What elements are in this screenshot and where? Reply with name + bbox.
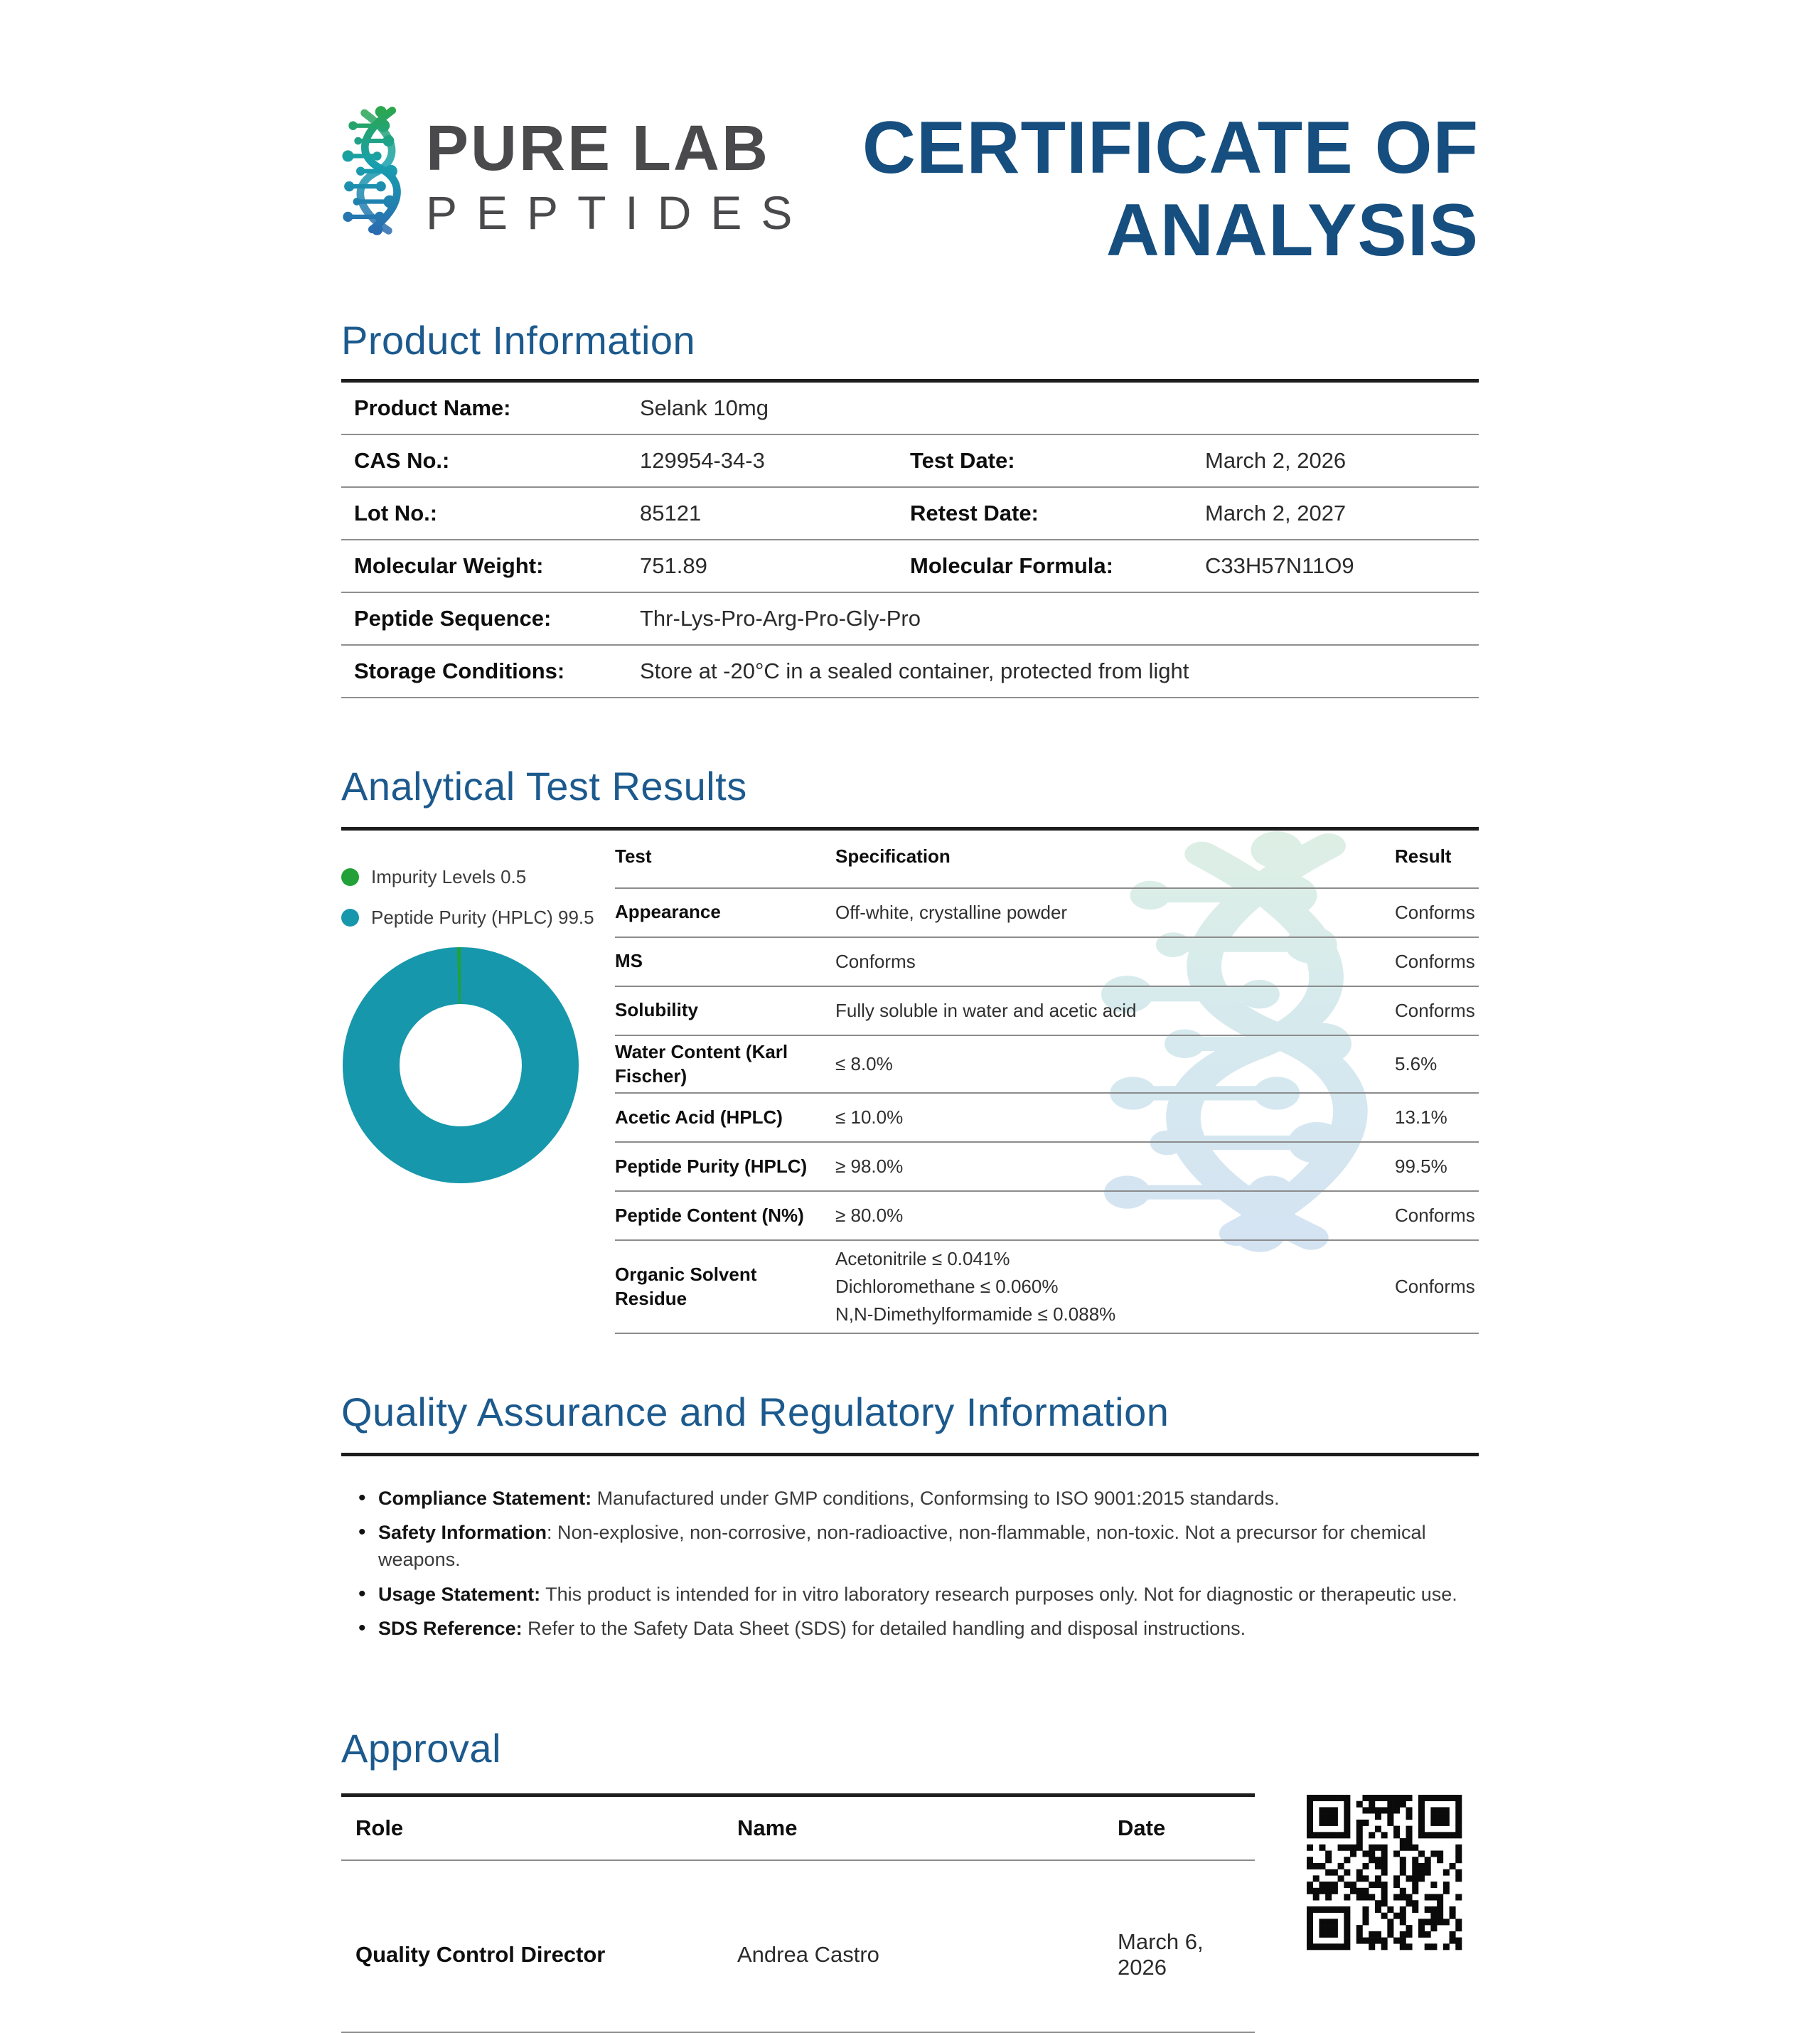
qa-bullet-list: [341, 1485, 1479, 1643]
test-table-row: [615, 1241, 1479, 1334]
brand-name: [426, 107, 812, 239]
test-name: MS: [615, 950, 643, 972]
test-specification-line: N,N-Dimethylformamide ≤ 0.088%: [835, 1303, 1116, 1325]
test-result: Conforms: [1395, 1276, 1475, 1298]
test-specification: [835, 997, 1395, 1025]
legend-label: Peptide Purity (HPLC) 99.5: [371, 906, 594, 928]
product-field-label: Product Name:: [354, 395, 511, 421]
test-name: Acetic Acid (HPLC): [615, 1106, 783, 1128]
analytical-results-section: [341, 764, 1479, 1334]
qa-bullet-label: Safety Information: [378, 1522, 547, 1544]
test-table-row: [615, 1143, 1479, 1192]
test-table-header-row: [615, 831, 1479, 889]
product-information-title: Product Information: [341, 317, 696, 363]
test-results-panel: [615, 831, 1479, 1335]
test-table-row: [615, 987, 1479, 1036]
test-specification: [835, 899, 1395, 927]
test-table-row: [615, 938, 1479, 987]
test-result: 5.6%: [1395, 1053, 1438, 1075]
product-field-value: 129954-34-3: [640, 448, 765, 474]
chart-legend: [341, 866, 615, 929]
test-specification-line: ≥ 98.0%: [835, 1156, 904, 1178]
product-field-value: 85121: [640, 501, 702, 526]
dna-helix-icon: [341, 107, 412, 233]
test-result: 13.1%: [1395, 1106, 1447, 1128]
analytical-body: [341, 831, 1479, 1335]
qa-bullet-label: Compliance Statement:: [378, 1487, 592, 1509]
test-table-row: [615, 1192, 1479, 1241]
test-table-row: [615, 889, 1479, 938]
product-table-row: [341, 488, 1479, 540]
test-name: Appearance: [615, 901, 721, 923]
approval-header-row: [341, 1797, 1255, 1861]
product-field-value: March 2, 2026: [1205, 448, 1347, 474]
approval-header: Role: [355, 1815, 404, 1840]
test-results-table: [615, 831, 1479, 1335]
qa-bullet: • Usage Statement: This product is intended for in vitro laboratory research purposes only. Not for diagnostic or therapeutic use.: [341, 1581, 1479, 1608]
test-specification-line: ≥ 80.0%: [835, 1205, 904, 1227]
document-title: [862, 107, 1479, 272]
analytical-results-title: Analytical Test Results: [341, 764, 747, 809]
test-table-header: Test: [615, 845, 652, 868]
product-field-label: Molecular Weight:: [354, 553, 544, 579]
test-specification-line: ≤ 10.0%: [835, 1106, 904, 1128]
test-specification-line: Off-white, crystalline powder: [835, 901, 1068, 923]
approver-name: Andrea Castro: [737, 1941, 879, 1967]
product-field-value: Thr-Lys-Pro-Arg-Pro-Gly-Pro: [640, 606, 921, 631]
approval-date: March 6, 2026: [1118, 1928, 1204, 1980]
product-field-value: March 2, 2027: [1205, 501, 1347, 526]
product-field-label: CAS No.:: [354, 448, 450, 474]
legend-item: [341, 866, 615, 888]
test-specification: [835, 1153, 1395, 1180]
approval-data-row: [341, 1861, 1255, 2033]
test-name: Peptide Content (N%): [615, 1204, 804, 1226]
legend-item: [341, 907, 615, 929]
legend-label: Impurity Levels 0.5: [371, 865, 527, 887]
approval-header: Name: [737, 1815, 798, 1840]
approval-section: [341, 1726, 1479, 2032]
qr-code: [1307, 1795, 1462, 1950]
test-specification-line: Acetonitrile ≤ 0.041%: [835, 1248, 1010, 1270]
product-field-label: Storage Conditions:: [354, 658, 565, 684]
test-specification-line: Dichloromethane ≤ 0.060%: [835, 1276, 1059, 1298]
brand-name-line2: PEPTIDES: [426, 186, 812, 239]
test-table-header: Result: [1395, 845, 1452, 868]
test-specification-line: ≤ 8.0%: [835, 1053, 893, 1075]
quality-assurance-title: Quality Assurance and Regulatory Information: [341, 1389, 1169, 1435]
product-field-value: Selank 10mg: [640, 395, 769, 421]
section-rule: [341, 1453, 1479, 1456]
product-information-table: [341, 379, 1479, 698]
legend-dot: [341, 868, 359, 886]
product-table-row: [341, 435, 1479, 488]
test-specification-line: Fully soluble in water and acetic acid: [835, 999, 1137, 1021]
test-table-header: Specification: [835, 845, 951, 868]
test-name: Water Content (Karl Fischer): [615, 1040, 788, 1087]
product-field-label: Retest Date:: [910, 501, 1039, 526]
test-result: Conforms: [1395, 999, 1475, 1021]
qa-bullet: • Compliance Statement: Manufactured under GMP conditions, Conformsing to ISO 9001:2015 standards.: [341, 1485, 1479, 1512]
product-field-value: Store at -20°C in a sealed container, protected from light: [640, 658, 1189, 684]
quality-assurance-section: [341, 1389, 1479, 1642]
test-table-row: [615, 1094, 1479, 1143]
product-information-section: [341, 318, 1479, 698]
approval-header: Date: [1118, 1815, 1166, 1840]
test-name: Peptide Purity (HPLC): [615, 1155, 808, 1177]
qa-bullet-label: SDS Reference:: [378, 1618, 523, 1640]
product-field-label: Test Date:: [910, 448, 1015, 474]
test-specification: [835, 1050, 1395, 1078]
test-specification: [835, 1245, 1395, 1328]
approval-table: [341, 1793, 1255, 2033]
approver-role: Quality Control Director: [355, 1941, 606, 1967]
document-title-line1: CERTIFICATE OF: [862, 107, 1479, 189]
approval-title: Approval: [341, 1726, 502, 1771]
qa-bullet: • SDS Reference: Refer to the Safety Data Sheet (SDS) for detailed handling and disposal instructions.: [341, 1615, 1479, 1642]
product-field-value: 751.89: [640, 553, 707, 579]
product-table-row: [341, 383, 1479, 435]
legend-dot: [341, 909, 359, 927]
test-name: Solubility: [615, 999, 698, 1021]
product-table-row: [341, 646, 1479, 698]
product-field-label: Lot No.:: [354, 501, 438, 526]
test-specification: [835, 948, 1395, 976]
test-result: Conforms: [1395, 901, 1475, 923]
product-field-value: C33H57N11O9: [1205, 553, 1354, 579]
product-field-label: Molecular Formula:: [910, 553, 1113, 579]
product-table-row: [341, 540, 1479, 593]
header: [341, 107, 1479, 272]
test-result: Conforms: [1395, 950, 1475, 972]
test-result: Conforms: [1395, 1205, 1475, 1227]
qa-bullet-label: Usage Statement:: [378, 1583, 541, 1605]
approval-row: [341, 1793, 1479, 2033]
test-specification: [835, 1104, 1395, 1131]
purity-chart-panel: [341, 831, 615, 1335]
product-table-row: [341, 593, 1479, 646]
product-field-label: Peptide Sequence:: [354, 606, 552, 631]
brand-logo: [341, 107, 812, 239]
test-table-row: [615, 1036, 1479, 1094]
test-result: 99.5%: [1395, 1156, 1447, 1178]
brand-name-line1: PURE LAB: [426, 113, 771, 184]
purity-donut-chart: [343, 947, 579, 1183]
test-name: Organic Solvent Residue: [615, 1264, 757, 1309]
document-title-line2: ANALYSIS: [1106, 189, 1479, 272]
test-specification: [835, 1202, 1395, 1229]
test-specification-line: Conforms: [835, 950, 916, 972]
qa-bullet: • Safety Information: Non-explosive, non-corrosive, non-radioactive, non-flammable, non-toxic. Not a precursor for chemical weapons.: [341, 1519, 1479, 1574]
